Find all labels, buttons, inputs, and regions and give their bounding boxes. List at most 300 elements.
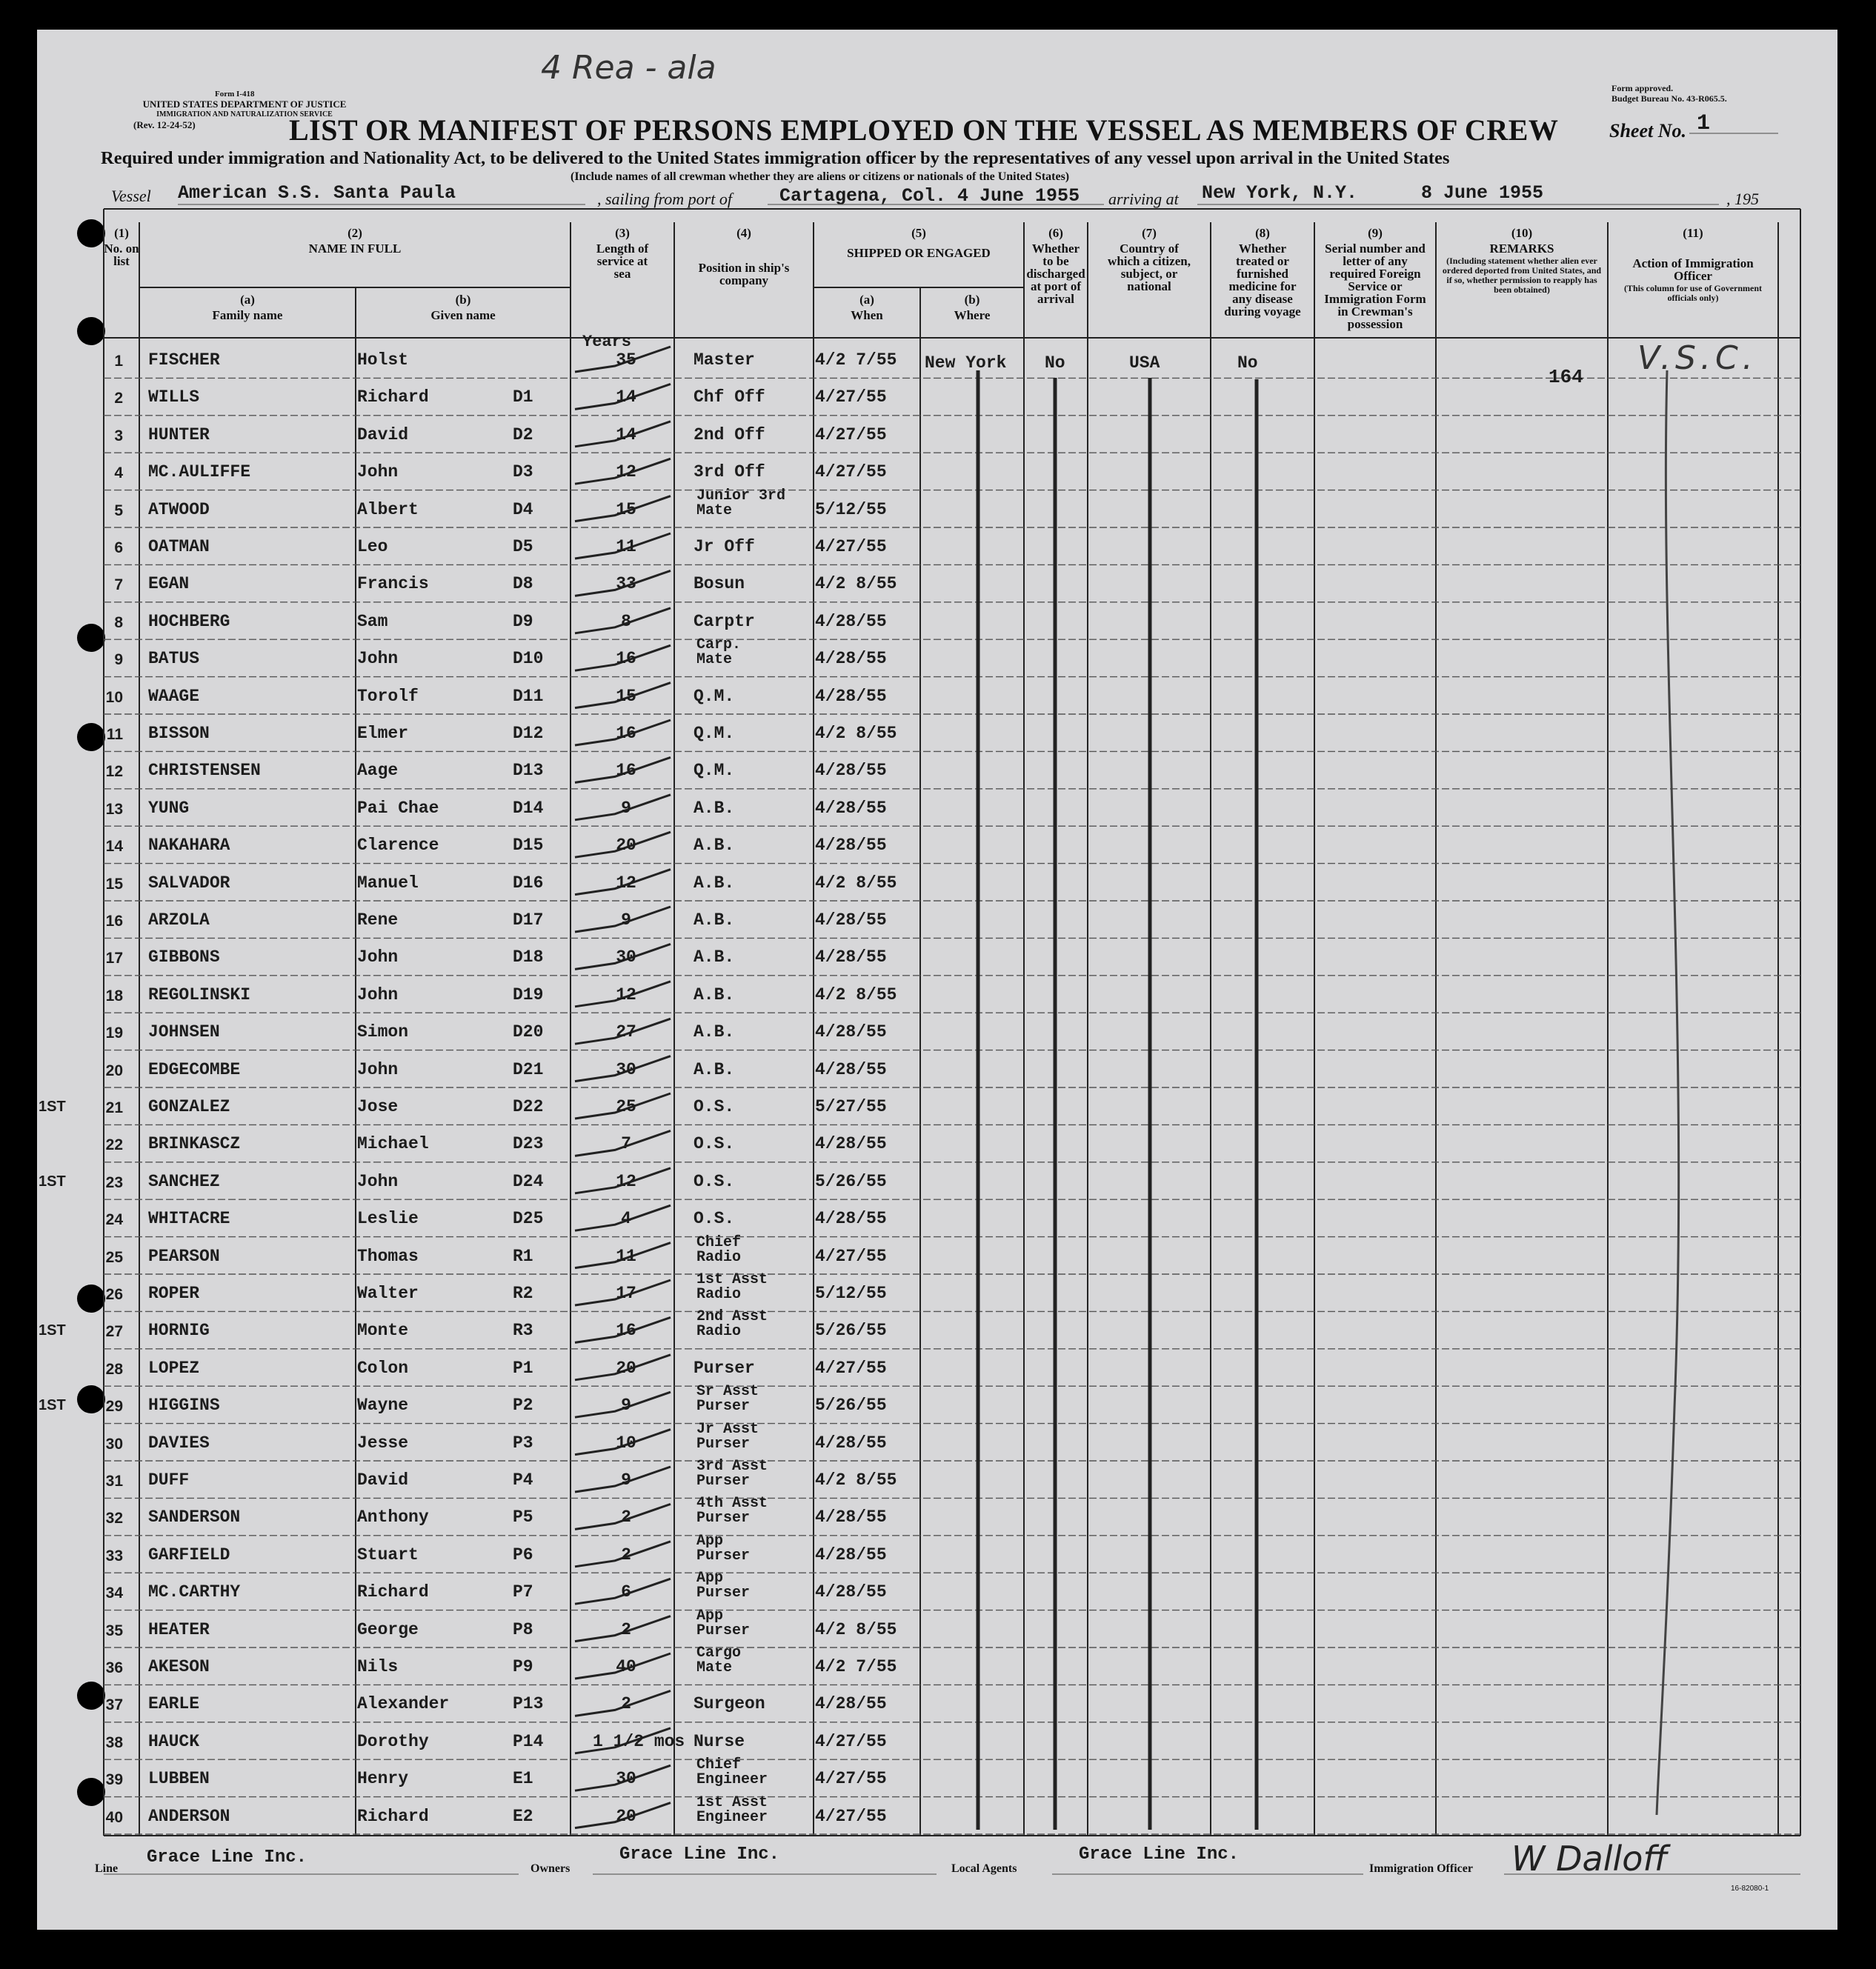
row-family-name: JOHNSEN	[148, 1022, 220, 1042]
print-code: 16-82080-1	[1731, 1885, 1769, 1893]
row-position: A.B.	[693, 798, 735, 818]
row-code: P6	[513, 1545, 533, 1565]
col-header-number	[104, 227, 139, 267]
row-shipped-when: 4/28/55	[815, 910, 887, 930]
row-given-name: Michael	[357, 1134, 429, 1154]
row-years: 35	[616, 350, 636, 370]
row-margin-note: 1ST	[39, 1397, 66, 1414]
row-shipped-when: 4/2 8/55	[815, 574, 897, 594]
row-shipped-when: 4/28/55	[815, 686, 887, 706]
col-number: (b)	[964, 293, 980, 307]
row-family-name: OATMAN	[148, 537, 210, 556]
col-header-action	[1608, 227, 1778, 304]
row-shipped-when: 4/27/55	[815, 1769, 887, 1789]
row-given-name: Pai Chae	[357, 798, 439, 818]
arriving-label: arriving at	[1108, 190, 1179, 208]
row-code: D4	[513, 499, 533, 519]
row-number: 16	[105, 913, 123, 930]
col-number: (5)	[911, 226, 926, 240]
row-family-name: ARZOLA	[148, 910, 210, 930]
row-code: D13	[513, 761, 544, 781]
col-number: (7)	[1142, 226, 1157, 240]
row-number: 3	[114, 427, 123, 444]
row-given-name: Richard	[357, 1582, 429, 1602]
row-number: 8	[114, 613, 123, 631]
row-code: D20	[513, 1022, 544, 1042]
row-family-name: CHRISTENSEN	[148, 761, 261, 781]
row-shipped-when: 5/26/55	[815, 1321, 887, 1341]
row-number: 20	[105, 1062, 123, 1079]
row-years: 11	[616, 537, 636, 556]
row-position: Carptr	[693, 611, 755, 631]
row-given-name: Jesse	[357, 1433, 409, 1453]
sheet-number: 1	[1697, 111, 1711, 136]
row-years: 30	[616, 947, 636, 967]
row-given-name: Jose	[357, 1097, 399, 1116]
row-position-line2: Radio	[696, 1323, 742, 1341]
row-years: 12	[616, 873, 636, 893]
row-given-name: David	[357, 1470, 409, 1490]
row-years: 12	[616, 1171, 636, 1191]
approved-text: Form approved.	[1611, 83, 1674, 93]
row-family-name: HUNTER	[148, 424, 210, 444]
row-number: 31	[105, 1473, 123, 1490]
col-label: Whether treated or furnished medicine for any disease during voyage	[1224, 241, 1301, 319]
col-number: (8)	[1255, 226, 1270, 240]
vessel-label: Vessel	[111, 187, 151, 205]
row-family-name: LUBBEN	[148, 1769, 210, 1789]
row-family-name: WHITACRE	[148, 1209, 230, 1229]
row-number: 25	[105, 1248, 123, 1266]
col-label: No. on list	[104, 241, 139, 268]
page-title: LIST OR MANIFEST OF PERSONS EMPLOYED ON THE VESSEL AS MEMBERS OF CREW	[289, 113, 1559, 147]
row-code: D25	[513, 1209, 544, 1229]
row-years: 12	[616, 984, 636, 1005]
row-years: 14	[616, 387, 636, 407]
row-1-discharged: No	[1045, 353, 1065, 373]
row-number: 36	[105, 1659, 123, 1676]
row-years: 30	[616, 1769, 636, 1789]
row-family-name: BATUS	[148, 649, 200, 669]
row-shipped-when: 5/12/55	[815, 1284, 887, 1303]
row-number: 27	[105, 1323, 123, 1341]
row-years: 27	[616, 1022, 636, 1042]
footer-agents-label: Local Agents	[951, 1862, 1017, 1875]
row-position-line1: Cargo	[696, 1645, 742, 1662]
row-code: D18	[513, 947, 544, 967]
row-years: 16	[616, 761, 636, 781]
row-number: 24	[105, 1211, 123, 1229]
row-number: 9	[114, 651, 123, 669]
row-position: Purser	[693, 1358, 755, 1378]
col-label: Length of service at sea	[596, 241, 649, 281]
row-given-name: John	[357, 1171, 399, 1191]
row-code: D9	[513, 611, 533, 631]
row-position: A.B.	[693, 910, 735, 930]
row-family-name: DAVIES	[148, 1433, 210, 1453]
row-years: 20	[616, 836, 636, 856]
row-family-name: FISCHER	[148, 350, 220, 370]
row-family-name: EGAN	[148, 574, 190, 594]
row-position-line2: Radio	[696, 1248, 742, 1266]
footer-officer-label: Immigration Officer	[1369, 1862, 1473, 1875]
row-family-name: SALVADOR	[148, 873, 230, 893]
row-given-name: John	[357, 984, 399, 1005]
row-family-name: WILLS	[148, 387, 200, 407]
remarks-number: 164	[1549, 366, 1583, 388]
row-number: 40	[105, 1808, 123, 1826]
row-code: P7	[513, 1582, 533, 1602]
row-code: D12	[513, 724, 544, 743]
row-given-name: Sam	[357, 611, 388, 631]
row-years: 2	[621, 1545, 631, 1565]
row-code: P14	[513, 1731, 544, 1751]
row-shipped-when: 4/27/55	[815, 1246, 887, 1266]
row-given-name: John	[357, 947, 399, 967]
row-position: Master	[693, 350, 755, 370]
col-label: NAME IN FULL	[308, 241, 402, 256]
row-years: 6	[621, 1582, 631, 1602]
col-header-given	[356, 293, 571, 321]
row-shipped-when: 5/26/55	[815, 1396, 887, 1416]
row-given-name: Leo	[357, 537, 388, 556]
vessel-name: American S.S. Santa Paula	[178, 182, 456, 204]
row-years: 33	[616, 574, 636, 594]
row-years: 10	[616, 1433, 636, 1453]
row-position-line2: Purser	[696, 1585, 751, 1602]
row-number: 2	[114, 390, 123, 407]
row-years: 25	[616, 1097, 636, 1116]
row-position: O.S.	[693, 1171, 735, 1191]
row-years: 11	[616, 1246, 636, 1266]
row-shipped-when: 4/2 8/55	[815, 984, 897, 1005]
row-given-name: Alexander	[357, 1694, 450, 1714]
row-position-line2: Engineer	[696, 1808, 768, 1826]
row-position-line1: Junior 3rd	[696, 487, 786, 504]
col-label: SHIPPED OR ENGAGED	[847, 246, 991, 260]
row-family-name: LOPEZ	[148, 1358, 200, 1378]
row-number: 32	[105, 1510, 123, 1527]
row-position-line2: Purser	[696, 1473, 751, 1490]
row-number: 29	[105, 1398, 123, 1416]
col-number: (2)	[347, 226, 362, 240]
row-years: 17	[616, 1284, 636, 1303]
row-shipped-when: 4/27/55	[815, 1731, 887, 1751]
col-number: (3)	[615, 226, 630, 240]
row-position-line1: 1st Asst	[696, 1793, 768, 1811]
agency-service: IMMIGRATION AND NATURALIZATION SERVICE	[156, 110, 333, 119]
row-number: 18	[105, 987, 123, 1005]
row-position: Q.M.	[693, 724, 735, 743]
row-shipped-when: 4/27/55	[815, 1806, 887, 1826]
col-header-position	[674, 227, 814, 287]
row-code: D1	[513, 387, 533, 407]
row-position-line1: App	[696, 1607, 724, 1625]
row-family-name: ROPER	[148, 1284, 200, 1303]
years-label: Years	[582, 333, 632, 351]
row-family-name: HEATER	[148, 1619, 210, 1639]
row-family-name: BRINKASCZ	[148, 1134, 241, 1154]
row-family-name: YUNG	[148, 798, 190, 818]
row-family-name: BISSON	[148, 724, 210, 743]
row-position: 2nd Off	[693, 424, 765, 444]
row-given-name: Wayne	[357, 1396, 409, 1416]
row-shipped-when: 4/2 8/55	[815, 724, 897, 743]
row-shipped-when: 4/28/55	[815, 1694, 887, 1714]
row-family-name: AKESON	[148, 1657, 210, 1676]
col-number: (1)	[114, 226, 129, 240]
row-shipped-when: 4/28/55	[815, 947, 887, 967]
row-position-line1: Jr Asst	[696, 1420, 759, 1438]
col-number: (a)	[859, 293, 874, 307]
row-position: Surgeon	[693, 1694, 765, 1714]
footer-owners: Grace Line Inc.	[619, 1845, 780, 1865]
row-number: 13	[105, 800, 123, 818]
row-position-line2: Purser	[696, 1622, 751, 1639]
col-label: Action of Immigration Officer	[1632, 256, 1754, 283]
row-code: P1	[513, 1358, 533, 1378]
row-years: 2	[621, 1694, 631, 1714]
action-vsc: V.S.C.	[1637, 339, 1757, 377]
row-family-name: MC.CARTHY	[148, 1582, 241, 1602]
row-shipped-when: 4/28/55	[815, 1582, 887, 1602]
row-years: 12	[616, 462, 636, 482]
row-position: A.B.	[693, 873, 735, 893]
row-given-name: Stuart	[357, 1545, 419, 1565]
row-shipped-when: 4/2 7/55	[815, 350, 897, 370]
row-years: 1 1/2 mos	[593, 1731, 685, 1751]
row-code: D19	[513, 984, 544, 1005]
row-position: Chf Off	[693, 387, 765, 407]
row-given-name: Dorothy	[357, 1731, 429, 1751]
col-label: Whether to be discharged at port of arrival	[1026, 241, 1085, 306]
row-position-line1: App	[696, 1570, 724, 1587]
row-shipped-when: 4/2 8/55	[815, 873, 897, 893]
row-shipped-when: 4/28/55	[815, 1545, 887, 1565]
row-shipped-when: 4/28/55	[815, 1507, 887, 1527]
row-years: 15	[616, 499, 636, 519]
row-family-name: HOCHBERG	[148, 611, 230, 631]
row-code: D24	[513, 1171, 544, 1191]
col-header-shipped	[814, 227, 1024, 259]
form-number: Form I-418	[215, 90, 255, 99]
col-header-name	[139, 227, 571, 255]
budget-bureau: Budget Bureau No. 43-R065.5.	[1611, 93, 1727, 104]
row-position-line1: 2nd Asst	[696, 1308, 768, 1326]
row-position-line1: Chief	[696, 1233, 742, 1251]
row-shipped-when: 4/28/55	[815, 649, 887, 669]
row-number: 5	[114, 502, 123, 519]
row-position: A.B.	[693, 836, 735, 856]
form-revision: (Rev. 12-24-52)	[133, 119, 196, 130]
row-family-name: MC.AULIFFE	[148, 462, 251, 482]
row-years: 14	[616, 424, 636, 444]
row-years: 2	[621, 1619, 631, 1639]
row-family-name: SANCHEZ	[148, 1171, 220, 1191]
row-shipped-when: 4/28/55	[815, 1209, 887, 1229]
row-given-name: Anthony	[357, 1507, 429, 1527]
row-given-name: John	[357, 462, 399, 482]
col-header-serial	[1314, 227, 1436, 330]
row-family-name: REGOLINSKI	[148, 984, 251, 1005]
row-given-name: Clarence	[357, 836, 439, 856]
row-shipped-when: 4/27/55	[815, 537, 887, 556]
port-from: Cartagena, Col. 4 June 1955	[779, 185, 1080, 207]
row-years: 40	[616, 1657, 636, 1676]
row-position-line2: Purser	[696, 1510, 751, 1527]
row-code: P9	[513, 1657, 533, 1676]
row-given-name: Elmer	[357, 724, 409, 743]
row-position-line1: Sr Asst	[696, 1383, 759, 1401]
row-years: 2	[621, 1507, 631, 1527]
row-position: Bosun	[693, 574, 745, 594]
col-header-service	[571, 227, 674, 280]
col-label: REMARKS	[1489, 241, 1554, 256]
row-shipped-when: 4/28/55	[815, 761, 887, 781]
row-family-name: EARLE	[148, 1694, 200, 1714]
row-number: 33	[105, 1547, 123, 1565]
sailing-label: , sailing from port of	[597, 190, 732, 208]
row-position: Q.M.	[693, 686, 735, 706]
col-number: (4)	[736, 226, 751, 240]
footer-agents: Grace Line Inc.	[1079, 1845, 1240, 1865]
row-position-line1: 4th Asst	[696, 1495, 768, 1513]
row-family-name: DUFF	[148, 1470, 190, 1490]
row-number: 21	[105, 1099, 123, 1116]
row-shipped-when: 4/28/55	[815, 1134, 887, 1154]
col-number: (a)	[240, 293, 255, 307]
row-number: 4	[114, 464, 123, 482]
row-given-name: George	[357, 1619, 419, 1639]
row-shipped-when: 5/26/55	[815, 1171, 887, 1191]
row-number: 35	[105, 1622, 123, 1639]
col-label: Country of which a citizen, subject, or national	[1108, 241, 1191, 293]
row-position: Q.M.	[693, 761, 735, 781]
footer-owners-label: Owners	[530, 1862, 571, 1875]
row-code: D23	[513, 1134, 544, 1154]
col-label: Serial number and letter of any required Foreign Service or Immigration Form in Crewman's possession	[1324, 241, 1426, 331]
row-position-line1: 1st Asst	[696, 1271, 768, 1288]
row-position: O.S.	[693, 1134, 735, 1154]
handwritten-note: 4 Rea - ala	[541, 49, 716, 87]
col-label: Position in ship's company	[698, 261, 790, 287]
col-number: (11)	[1683, 226, 1703, 240]
col-header-remarks	[1436, 227, 1608, 296]
row-code: R3	[513, 1321, 533, 1341]
col-sub-label: (Including statement whether alien ever ordered deported from United States, and if so, whether permission to reapply has been obtained)	[1442, 256, 1602, 295]
row-position: A.B.	[693, 984, 735, 1005]
row-code: D17	[513, 910, 544, 930]
row-family-name: SANDERSON	[148, 1507, 241, 1527]
row-code: D11	[513, 686, 544, 706]
row-given-name: Thomas	[357, 1246, 419, 1266]
row-given-name: Richard	[357, 387, 429, 407]
row-shipped-when: 4/27/55	[815, 424, 887, 444]
row-number: 34	[105, 1585, 123, 1602]
row-family-name: EDGECOMBE	[148, 1059, 241, 1079]
row-given-name: Monte	[357, 1321, 409, 1341]
row-position-line2: Mate	[696, 651, 733, 669]
row-margin-note: 1ST	[39, 1322, 66, 1339]
col-header-family	[139, 293, 356, 321]
row-shipped-when: 4/28/55	[815, 1059, 887, 1079]
row-number: 14	[105, 838, 123, 856]
row-code: D14	[513, 798, 544, 818]
row-code: P2	[513, 1396, 533, 1416]
row-given-name: Richard	[357, 1806, 429, 1826]
row-given-name: Henry	[357, 1769, 409, 1789]
row-given-name: Torolf	[357, 686, 419, 706]
row-shipped-when: 4/2 7/55	[815, 1657, 897, 1676]
row-shipped-when: 4/28/55	[815, 611, 887, 631]
row-position: O.S.	[693, 1097, 735, 1116]
row-code: P5	[513, 1507, 533, 1527]
col-header-when	[814, 293, 920, 321]
row-position: O.S.	[693, 1209, 735, 1229]
row-position: Jr Off	[693, 537, 755, 556]
year-suffix: , 195	[1726, 190, 1759, 208]
col-label: Family name	[212, 308, 283, 322]
row-given-name: Aage	[357, 761, 399, 781]
row-position: A.B.	[693, 947, 735, 967]
row-family-name: NAKAHARA	[148, 836, 230, 856]
row-given-name: Rene	[357, 910, 399, 930]
row-years: 7	[621, 1134, 631, 1154]
row-family-name: GIBBONS	[148, 947, 220, 967]
row-position-line2: Purser	[696, 1398, 751, 1416]
row-number: 23	[105, 1173, 123, 1191]
row-family-name: HAUCK	[148, 1731, 200, 1751]
row-shipped-when: 5/12/55	[815, 499, 887, 519]
row-shipped-when: 4/28/55	[815, 798, 887, 818]
row-family-name: HORNIG	[148, 1321, 210, 1341]
row-1-treated: No	[1237, 353, 1258, 373]
row-given-name: Manuel	[357, 873, 419, 893]
row-code: D2	[513, 424, 533, 444]
footer-line: Grace Line Inc.	[147, 1848, 307, 1868]
row-number: 26	[105, 1286, 123, 1303]
row-family-name: GARFIELD	[148, 1545, 230, 1565]
row-code: E1	[513, 1769, 533, 1789]
row-position-line2: Radio	[696, 1286, 742, 1303]
row-position: A.B.	[693, 1022, 735, 1042]
row-shipped-when: 5/27/55	[815, 1097, 887, 1116]
row-position-line2: Engineer	[696, 1771, 768, 1789]
row-code: D5	[513, 537, 533, 556]
row-code: D22	[513, 1097, 544, 1116]
row-years: 15	[616, 686, 636, 706]
row-number: 28	[105, 1360, 123, 1378]
row-code: D21	[513, 1059, 544, 1079]
row-number: 1	[114, 353, 123, 370]
row-1-where: New York	[925, 353, 1007, 373]
row-number: 37	[105, 1696, 123, 1714]
row-shipped-when: 4/2 8/55	[815, 1470, 897, 1490]
col-header-treated	[1211, 227, 1314, 318]
row-number: 38	[105, 1733, 123, 1751]
col-sub-label: (This column for use of Government officials only)	[1623, 283, 1763, 303]
footer-line-label: Line	[95, 1862, 119, 1875]
row-shipped-when: 4/27/55	[815, 462, 887, 482]
row-code: P8	[513, 1619, 533, 1639]
row-years: 4	[621, 1209, 631, 1229]
col-label: When	[851, 308, 883, 322]
row-position-line2: Purser	[696, 1547, 751, 1565]
row-given-name: John	[357, 649, 399, 669]
col-number: (b)	[455, 293, 471, 307]
arrival-date: 8 June 1955	[1421, 182, 1544, 204]
sheet-label: Sheet No.	[1609, 120, 1686, 141]
